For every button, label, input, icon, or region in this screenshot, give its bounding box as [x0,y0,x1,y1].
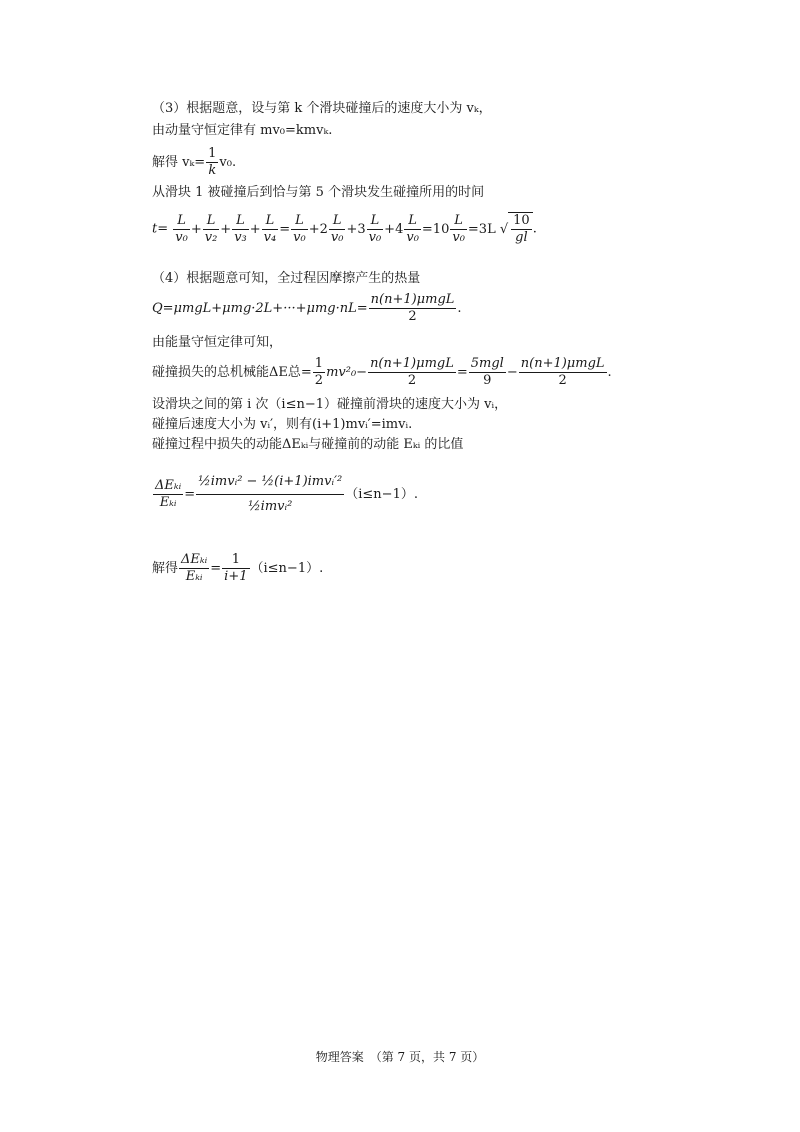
denominator: 9 [483,373,492,388]
time-fraction [329,213,346,246]
text: （i≤n−1）. [345,487,418,502]
line-time-equation [152,212,537,246]
big-fraction [196,470,344,519]
line-momentum: 由动量守恒定律有 mv₀=kmvₖ. [152,123,333,138]
denominator: Eₖᵢ [159,495,177,510]
text: . [457,301,462,316]
denominator: v₃ [234,229,247,245]
denominator: v₀ [293,229,306,245]
numerator: 1 [222,552,249,569]
line-time-desc: 从滑块 1 被碰撞后到恰与第 5 个滑块发生碰撞所用的时间 [152,185,485,200]
numerator: L [173,213,190,230]
line-energy-cons: 由能量守恒定律可知， [152,335,283,350]
denominator: v₀ [452,229,465,245]
numerator: 10 [513,213,530,228]
numerator: 5mgl [470,356,504,371]
text: v₀. [219,155,237,170]
numerator: L [232,213,249,230]
operator: + [190,221,202,237]
numerator: n(n+1)μmgL [370,356,454,371]
text: . [607,365,612,380]
denominator: k [208,163,217,178]
operator: +4 [384,221,404,237]
sqrt: √ $\frac{10}{gl}$ [500,212,533,246]
fraction [222,552,249,585]
line-solve-vk [152,146,236,179]
line-part3-intro: （3）根据题意，设与第 k 个滑块碰撞后的速度大小为 vₖ， [152,101,492,116]
denominator: 2 [407,373,417,388]
text: t= [152,221,169,237]
denominator: 2 [558,373,567,388]
denominator: v₀ [368,229,382,245]
operator: +2 [308,221,328,237]
text: − [506,365,518,380]
time-fraction [173,213,190,246]
text: mv²₀− [326,365,368,380]
line-ratio-desc: 碰撞过程中损失的动能ΔEₖᵢ与碰撞前的动能 Eₖᵢ 的比值 [152,437,464,452]
denominator: i+1 [224,569,248,584]
text: 解得 vₖ= [152,155,206,170]
denominator: 2 [314,373,324,388]
fraction [519,356,607,389]
text: （i≤n−1）. [250,561,324,576]
line-ratio-equation [152,470,418,519]
denominator: 2 [408,309,417,324]
time-fraction [450,213,467,246]
numerator: n(n+1)μmgL [370,292,455,307]
fraction [179,552,209,585]
numerator: ΔEₖᵢ [155,478,182,493]
line-heat [152,292,462,325]
numerator: n(n+1)μmgL [520,356,605,371]
numerator: ½imvᵢ² − ½(i+1)imvᵢ′² [196,470,344,495]
operator: + [249,221,261,237]
numerator: L [262,213,279,230]
numerator: L [450,213,467,230]
operator: + [220,221,232,237]
operator: =3L [467,221,496,237]
line-part4-intro: （4）根据题意可知，全过程因摩擦产生的热量 [152,271,421,286]
numerator: ΔEₖᵢ [181,552,208,567]
text: 碰撞损失的总机械能ΔE总= [152,365,312,380]
numerator: L [404,213,421,230]
line-ratio-result [152,552,323,585]
text: = [210,561,222,576]
numerator: L [203,213,220,230]
time-fraction [404,213,421,246]
numerator: L [329,213,346,230]
denominator: ½imvᵢ² [248,499,293,514]
sqrt-fraction [511,213,532,246]
fraction [206,146,218,179]
operator: =10 [421,221,450,237]
text: = [456,365,468,380]
line-after-speed: 碰撞后速度大小为 vᵢ′，则有(i+1)mvᵢ′=imvᵢ. [152,417,413,432]
denominator: gl [515,230,528,245]
page-footer: 物理答案 （第 7 页，共 7 页） [315,1050,485,1064]
time-terms [172,212,496,245]
numerator: L [291,213,308,230]
time-fraction [367,213,384,246]
time-fraction [262,213,279,246]
line-collision-i: 设滑块之间的第 i 次（i≤n−1）碰撞前滑块的速度大小为 vᵢ， [152,397,508,412]
denominator: v₀ [175,229,188,245]
denominator: v₀ [406,229,419,245]
denominator: Eₖᵢ [185,569,203,584]
time-fraction [291,213,308,246]
fraction [369,292,457,325]
fraction [368,356,456,389]
time-fraction [203,213,220,246]
operator: = [279,221,291,237]
denominator: v₀ [330,229,344,245]
fraction [153,478,183,511]
time-fraction [232,213,249,246]
operator: +3 [346,221,366,237]
fraction [313,356,325,389]
denominator: v₄ [263,229,277,245]
text: . [532,221,537,237]
text: 解得 [152,561,179,576]
denominator: v₂ [204,229,218,245]
numerator: 1 [314,356,324,371]
text: Q=μmgL+μmg·2L+···+μmg·nL= [152,301,368,316]
fraction [469,356,506,389]
line-total-loss [152,356,612,389]
text: = [184,487,196,502]
numerator: L [367,213,384,230]
numerator: 1 [208,146,217,161]
